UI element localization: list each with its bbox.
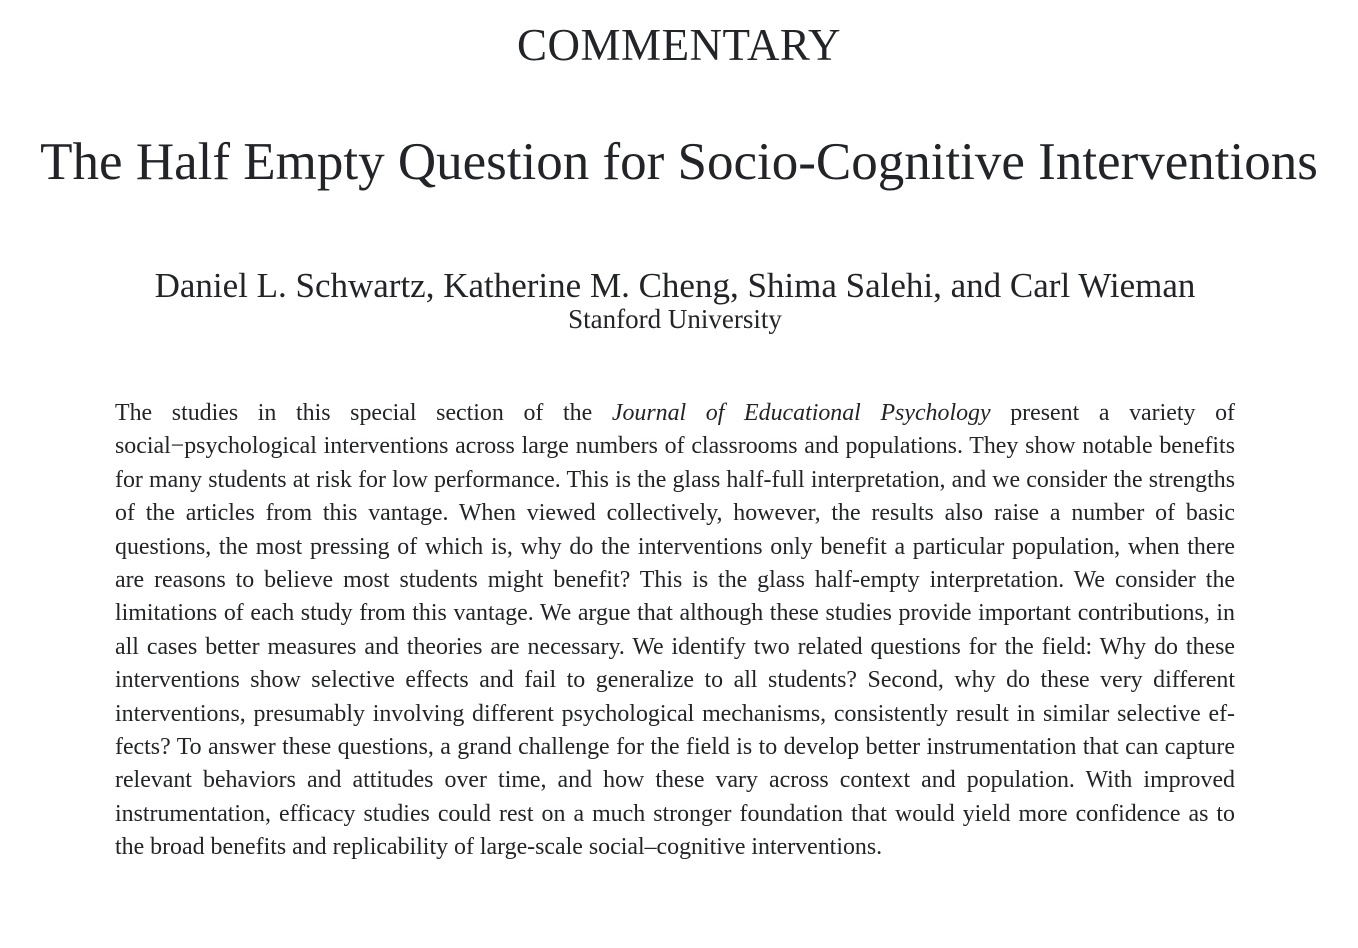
abstract	[115, 397, 1235, 865]
author-list: Daniel L. Schwartz, Katherine M. Cheng, Shima Salehi, and Carl Wieman	[154, 266, 1196, 305]
article-title: The Half Empty Question for Socio-Cognitive Interventions	[40, 133, 1318, 191]
journal-name: Journal of Educational Psychology	[611, 400, 991, 426]
section-label: COMMENTARY	[517, 20, 841, 70]
abstract-intro: The studies in this special section of the	[115, 400, 612, 426]
abstract-body: present a variety of social−psychological interventions across large numbers of classrooms and populations. They show notable benefits for many students at risk for low performance. This is the glass half-full interpretation, and we consider the strengths of the articles from this vantage. When viewed collectively, however, the results also raise a number of basic questions, the most pressing of which is, why do the interventions only benefit a particular population, when there are reasons to believe most students might benefit? This is the glass half-empty interpretation. We consider the limitations of each study from this vantage. We argue that although these studies provide important contributions, in all cases better measures and theories are necessary. We identify two related questions for the field: Why do these interventions show selective effects and fail to generalize to all students? Second, why do these very different interventions, presumably involving different psychological mechanisms, consistently result in similar selective effects? To answer these questions, a grand challenge for the field is to develop better instrumentation that can capture relevant behaviors and attitudes over time, and how these vary across context and population. With improved instrumentation, efficacy studies could rest on a much stronger foundation that would yield more confidence as to the broad benefits and replicability of large-scale social–cognitive interventions.	[115, 400, 1235, 861]
author-affiliation: Stanford University	[568, 304, 782, 334]
